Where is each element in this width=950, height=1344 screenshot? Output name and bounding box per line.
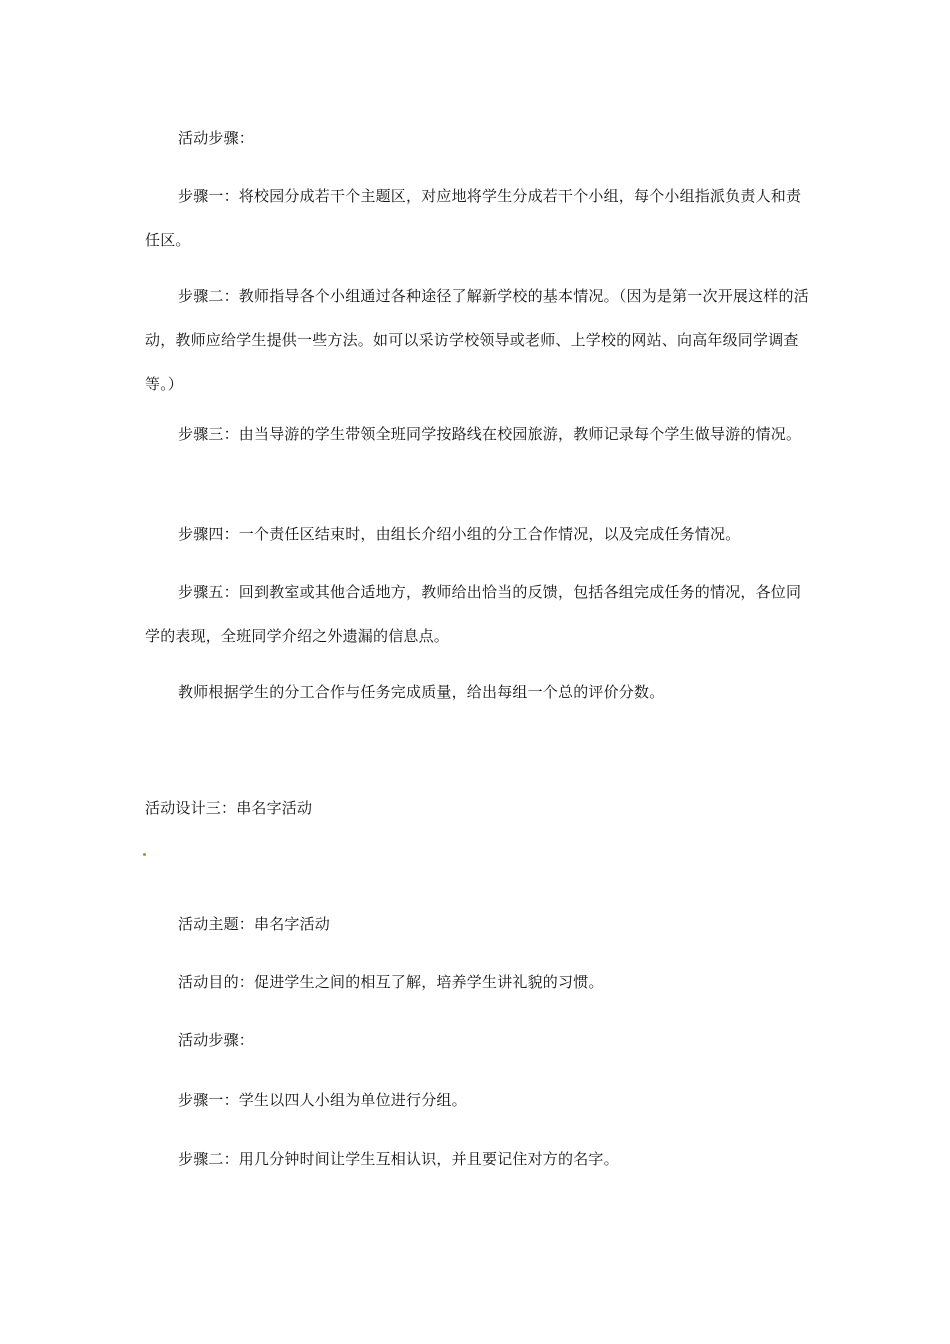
step-two-paragraph: 步骤二：教师指导各个小组通过各种途径了解新学校的基本情况。（因为是第一次开展这样的活动，教师应给学生提供一些方法。如可以采访学校领导或老师、上学校的网站、向高年级同学调查等。）: [145, 287, 809, 393]
step-three-paragraph: 步骤三：由当导游的学生带领全班同学按路线在校园旅游，教师记录每个学生做导游的情况。: [178, 425, 802, 443]
step-four-paragraph: 步骤四：一个责任区结束时，由组长介绍小组的分工合作情况，以及完成任务情况。: [178, 525, 741, 543]
activity-goal: 活动目的：促进学生之间的相互了解，培养学生讲礼貌的习惯。: [178, 973, 604, 991]
evaluation-paragraph: 教师根据学生的分工合作与任务完成质量，给出每组一个总的评价分数。: [178, 683, 665, 701]
section1-heading: 活动步骤：: [178, 129, 255, 147]
step-five-paragraph: 步骤五：回到教室或其他合适地方，教师给出恰当的反馈，包括各组完成任务的情况，各位同学的表现，全班同学介绍之外遗漏的信息点。: [145, 583, 802, 645]
section2-step-one: 步骤一：学生以四人小组为单位进行分组。: [178, 1091, 467, 1109]
step-one-paragraph: 步骤一：将校园分成若干个主题区，对应地将学生分成若干个小组，每个小组指派负责人和责任区。: [145, 187, 802, 249]
stray-mark: [143, 853, 146, 856]
activity-theme: 活动主题：串名字活动: [178, 915, 331, 933]
section2-step-two: 步骤二：用几分钟时间让学生互相认识，并且要记住对方的名字。: [178, 1150, 619, 1168]
section2-heading: 活动步骤：: [178, 1031, 255, 1049]
section2-title: 活动设计三：串名字活动: [145, 799, 313, 817]
